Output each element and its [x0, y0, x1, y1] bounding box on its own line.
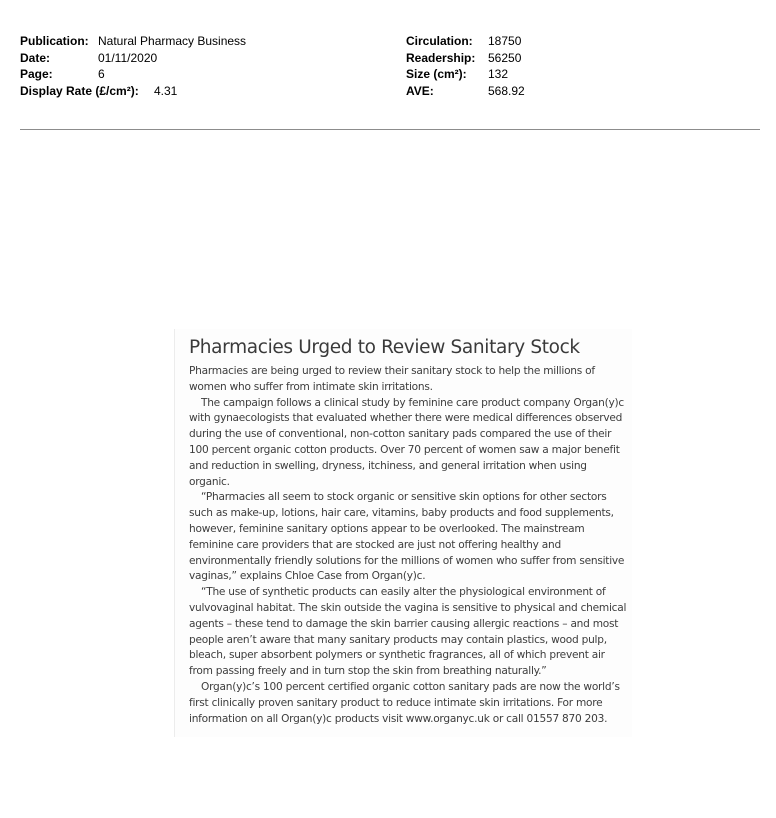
- readership-value: 56250: [488, 50, 522, 65]
- date-row: [20, 50, 360, 67]
- page-row: [20, 66, 360, 83]
- article-paragraph: “Pharmacies all seem to stock organic or sensitive skin options for other sectors such as make-up, lotions, hair care, vitamins, baby products and food supplements, however, feminine sanitary options appear to be overlooked. The mainstream feminine care providers that are stocked are just not offering healthy and environmentally friendly solutions for the millions of women who suffer from sensitive vaginas,” explains Chloe Case from Organ(y)c.: [189, 491, 625, 583]
- date-value: 01/11/2020: [98, 50, 158, 65]
- article-paragraph: Organ(y)c’s 100 percent certified organic cotton sanitary pads are now the world’s first clinically proven sanitary product to reduce intimate skin irritations. For more information on all Organ(y)c products visit www.organyc.uk or call 01557 870 203.: [189, 680, 620, 725]
- ave-label: AVE:: [406, 83, 434, 98]
- circulation-row: [406, 33, 606, 50]
- circulation-label: Circulation:: [406, 34, 473, 48]
- publication-value: Natural Pharmacy Business: [98, 34, 247, 48]
- page-value: 6: [98, 67, 105, 81]
- article-paragraph: “The use of synthetic products can easily alter the physiological environment of vulvovaginal habitat. The skin outside the vagina is sensitive to physical and chemical agents – these tend to damage the skin barrier causing allergic reactions – and most people aren’t aware that many sanitary products may contain plastics, wood pulp, bleach, super absorbent polymers or synthetic fragrances, all of which prevent air from passing freely and in turn stop the skin from breathing naturally.”: [189, 586, 627, 678]
- size-row: [406, 66, 606, 83]
- metadata-left: [20, 33, 360, 99]
- ave-value: 568.92: [488, 83, 525, 98]
- article-paragraph: The campaign follows a clinical study by feminine care product company Organ(y)c with gynaecologists that evaluated whether there were medical differences observed during the use of conventional, non-cotton sanitary pads compared the use of their 100 percent organic cotton products. Over 70 percent of women saw a major benefit and reduction in swelling, dryness, itchiness, and general irritation when using organic.: [189, 396, 624, 488]
- readership-row: [406, 50, 606, 67]
- horizontal-divider: [20, 129, 760, 130]
- circulation-value: 18750: [488, 34, 522, 48]
- display-rate-row: [20, 83, 360, 100]
- display-rate-label: Display Rate (£/cm²):: [20, 83, 139, 98]
- display-rate-value: 4.31: [154, 83, 178, 98]
- size-value: 132: [488, 67, 509, 81]
- publication-row: [20, 33, 360, 50]
- article-paragraph: Pharmacies are being urged to review their sanitary stock to help the millions of women who suffer from intimate skin irritations.: [189, 365, 595, 393]
- article-headline: Pharmacies Urged to Review Sanitary Stock: [189, 337, 580, 358]
- ave-row: [406, 83, 606, 100]
- publication-label: Publication:: [20, 34, 89, 48]
- page-label: Page:: [20, 67, 53, 81]
- date-label: Date:: [20, 50, 51, 65]
- size-label: Size (cm²):: [406, 67, 467, 81]
- article-clipping: [174, 329, 632, 737]
- article-body: [189, 364, 629, 727]
- metadata-right: [406, 33, 606, 99]
- readership-label: Readership:: [406, 50, 476, 65]
